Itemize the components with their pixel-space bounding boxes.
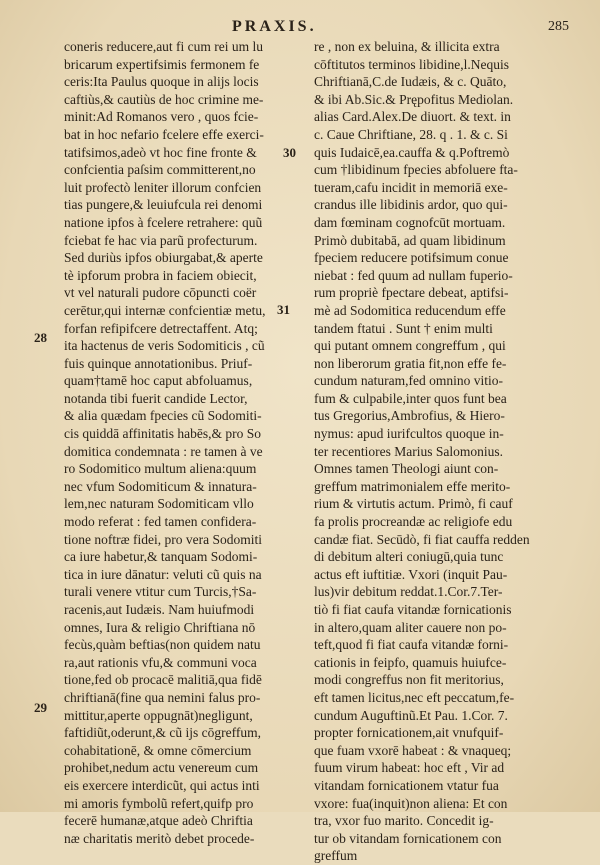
text-line: fa prolis procreandæ ac religiofe edu [314,514,513,530]
text-line: tur ob vitandam fornicationem con [314,830,502,846]
text-line: eis exercere interdicũt, qui actus inti [64,777,260,793]
text-line: cis quiddā affinitatis habēs,& pro So [64,426,261,442]
text-line: ter recentiores Marius Salomonius. [314,443,503,459]
text-line: nymus: apud iurifcultos quoque in- [314,426,504,442]
text-line: mittitur,aperte oppugnāt)negligunt, [64,707,253,723]
text-line: cundum naturam,fed omnino vitio- [314,373,503,389]
running-head [0,18,600,38]
text-line: fpeciem reducere potifsimum conue [314,250,509,266]
text-line: luit profectò leniter illorum confcien [64,179,262,195]
text-line: fciebat fe hac via parũ profecturum. [64,232,258,248]
text-line: vt vel naturali pudore cōpuncti coër [64,285,257,301]
text-line: ita hactenus de veris Sodomiticis , cũ [64,338,265,354]
text-line: minit:Ad Romanos vero , quos fcie- [64,109,259,125]
text-line: tus Gregorius,Ambrofius, & Hiero- [314,408,505,424]
margin-number-29: 29 [34,700,47,715]
text-line: alias Card.Alex.De diuort. & text. in [314,109,511,125]
text-line: greffum [314,848,358,864]
text-line: turali venere vtitur cum Turcis,†Sa- [64,584,257,600]
margin-number-31: 31 [277,302,290,317]
text-line: eft tamen licitus,nec eft peccatum,fe- [314,689,515,705]
right-text-column [314,38,554,865]
text-line: næ charitatis meritò debet procede- [64,830,255,846]
text-line: fuum virum habeat: hoc eft , Vir ad [314,760,505,776]
text-line: rum propriè fpectare debeat, aptifsi- [314,285,509,301]
text-line: cohabitationē, & omne cōmercium [64,742,252,758]
text-line: mè ad Sodomitica reducendum effe [314,302,506,318]
text-line: tica in iure dānatur: veluti cũ quis na [64,566,262,582]
text-line: & alia quædam fpecies cũ Sodomiti- [64,408,262,424]
page-number: 285 [548,19,569,34]
text-line: actus eft iuftitiæ. Vxori (inquit Pau- [314,566,508,582]
text-line: cerētur,qui internæ confcientiæ metu, [64,302,266,318]
left-text-column [64,38,284,847]
text-line: c. Caue Chriftiane, 28. q . 1. & c. Si [314,126,508,142]
text-line: cum †libidinum fpecies abfoluere fta- [314,162,518,178]
text-line: fecerē humanæ,atque adeò Chriftia [64,813,253,829]
text-line: crandus ille libidinis ardor, quo qui- [314,197,508,213]
text-line: modo referat : fed tamen confidera- [64,514,257,530]
text-line: ra,aut rationis vfu,& communi voca [64,654,257,670]
text-line: modi congreffus non fit meritorius, [314,672,504,688]
text-line: omnes, Iura & religio Chriftiana nō [64,619,256,635]
text-line: natione ipfos à fcelere retrahere: quũ [64,214,263,230]
text-line: lem,nec naturam Sodomiticam vllo [64,496,254,512]
text-line: ca iure habetur,& tanquam Sodomi- [64,549,258,565]
text-line: fecùs,quàm beftias(non quidem natu [64,637,261,653]
text-line: propter fornicationem,ait vnufquif- [314,725,504,741]
text-line: domitica condemnata : re tamen à ve [64,443,263,459]
text-line: quam†tamē hoc caput abfoluamus, [64,373,253,389]
text-line: re , non ex beluina, & illicita extra [314,39,500,54]
text-line: greffum matrimonialem effe merito- [314,478,511,494]
text-line: que fuam vxorē habeat : & vnaqueq; [314,742,512,758]
text-line: confcientia paſsim committerent,no [64,162,256,178]
margin-number-28: 28 [34,330,47,345]
text-line: faftidiũt,oderunt,& cũ ijs cōgreffum, [64,725,261,741]
text-line: cōftitutos terminos libidine,l.Nequis [314,56,509,72]
text-line: Sed duriùs ipfos obiurgabat,& aperte [64,250,263,266]
text-line: forfan refipifcere detrectaffent. Atq; [64,320,258,336]
text-line: quis Iudaicē,ea.cauffa & q.Poftremò [314,144,510,160]
text-line: tione,fed ob procacē malitiā,qua fidē [64,672,262,688]
text-line: vitandam fornicationem vtatur fua [314,777,499,793]
text-line: mi amoris fymbolũ refert,quifp pro [64,795,254,811]
text-line: prohibet,nedum actu venereum cum [64,760,259,776]
text-line: cundum Auguftinũ.Et Pau. 1.Cor. 7. [314,707,508,723]
text-line: Chriftianā,C.de Iudæis, & c. Quāto, [314,74,507,90]
text-line: Omnes tamen Theologi aiunt con- [314,461,499,477]
text-line: qui putant omnem congreffum , qui [314,338,506,354]
text-line: dam fœminam cognofcūt mortuam. [314,214,506,230]
text-line: bat in hoc nefario fcelere effe exerci- [64,126,264,142]
text-line: & ibi Ab.Sic.& Prępofitus Mediolan. [314,91,514,107]
text-line: vxore: fua(inquit)non aliena: Et con [314,795,508,811]
text-line: tatifsimos,adeò vt hoc fine fronte & [64,144,257,160]
text-line: tra, vxor fuo marito. Concedit ig- [314,813,494,829]
page-title: PRAXIS. [232,18,317,35]
text-line: chriftianā(fine qua nemini falus pro- [64,689,261,705]
text-line: lus)vir debitum reddat.1.Cor.7.Ter- [314,584,503,600]
text-line: tandem ftatui . Sunt † enim multi [314,320,493,336]
text-line: cationis in feipfo, quamuis huiufce- [314,654,507,670]
text-line: coneris reducere,aut fi cum rei um lu [64,39,264,54]
text-line: racenis,aut Iudæis. Nam huiufmodi [64,602,255,617]
text-line: di debitum alteri coniugū,quia tunc [314,549,504,565]
text-line: tione noftræ fidei, pro vera Sodomiti [64,531,262,547]
text-line: teft,quod fi fiat caufa vitandæ forni- [314,637,509,653]
text-line: Primò dubitabā, ad quam libidinum [314,232,506,248]
text-line: tiò fi fiat caufa vitandæ fornicationis [314,602,512,617]
text-line: in altero,quam aliter cauere non po- [314,619,507,635]
text-line: candæ fiat. Secūdò, fi fiat cauffa redden [314,531,530,547]
text-line: rium & virtutis actum. Primò, fi cauf [314,496,513,512]
text-line: tè ipforum probra in faciem obiecit, [64,267,257,283]
text-line: niebat : fed quum ad nullam fuperio- [314,267,513,283]
text-line: caftiùs,& cautiùs de hoc crimine me- [64,91,264,107]
text-line: nec vfum Sodomiticum & innatura- [64,478,257,494]
text-line: tias pungere,& leuiufcula rei denomi [64,197,263,213]
margin-number-30: 30 [283,145,296,160]
text-line: fuis quinque annotationibus. Priuf- [64,355,253,371]
text-line: fum & culpabile,inter quos funt bea [314,390,507,406]
text-line: non liberorum gratia fit,non effe fe- [314,355,507,371]
text-line: notanda tibi fuerit candide Lector, [64,390,248,406]
text-line: ceris:Ita Paulus quoque in alijs locis [64,74,259,90]
text-line: bricarum expertifsimis fermonem fe [64,56,260,72]
text-line: ro Sodomitico multum aliena:quum [64,461,257,477]
text-line: tueram,cafu incidit in memoriā exe- [314,179,508,195]
